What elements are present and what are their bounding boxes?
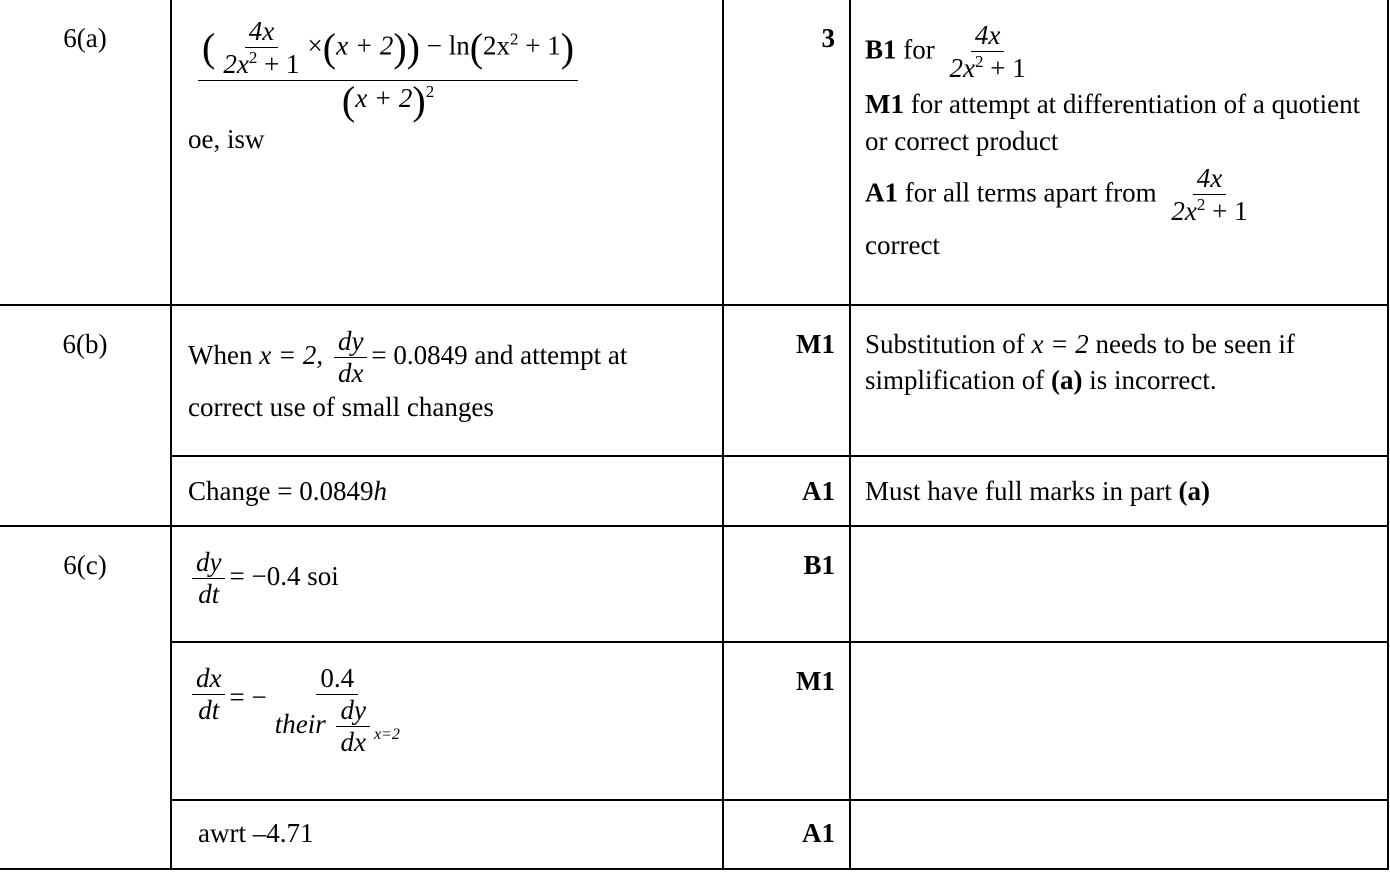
answer-cell — [171, 0, 723, 305]
guidance-cell — [850, 642, 1388, 800]
guidance-a1: A1 for all terms apart from $\frac{4x}{2x^2 + 1}$ — [865, 163, 1373, 227]
table-row — [0, 642, 1388, 800]
question-number: 6(a) — [0, 0, 171, 305]
question-number: 6(b) — [0, 305, 171, 526]
guidance-b1: B1 for $\frac{4x}{2x^2 + 1}$ — [865, 20, 1373, 84]
table-row — [0, 456, 1388, 526]
inner-fraction: $\frac{4x}{2x^2 + 1}$ — [223, 16, 300, 80]
answer-text: When x = 2, $\frac{dy}{dx}$ = 0.0849 and attempt at correct use of small changes — [188, 326, 628, 423]
table-row — [0, 800, 1388, 869]
table-row — [0, 526, 1388, 642]
mark-value: A1 — [723, 456, 850, 526]
a1-fraction: $\frac{4x}{2x^2 + 1}$ — [1171, 162, 1248, 227]
mark-value: A1 — [723, 800, 850, 869]
mark-value: 3 — [723, 0, 850, 305]
answer-note: oe, isw — [188, 124, 265, 155]
b1-fraction: $\frac{4x}{2x^2 + 1}$ — [949, 20, 1026, 84]
mark-value: M1 — [723, 642, 850, 800]
guidance-cell — [850, 800, 1388, 869]
guidance-cell: Substitution of x = 2 needs to be seen if simplification of (a) is incorrect. — [850, 305, 1388, 456]
guidance-cell — [850, 526, 1388, 642]
guidance-cell: Must have full marks in part (a) — [850, 456, 1388, 526]
guidance-m1: M1 for attempt at differentiation of a quotient or correct product — [865, 89, 1361, 156]
answer-cell: awrt –4.71 — [171, 800, 723, 869]
guidance-a1-tail: correct — [865, 230, 940, 261]
answer-cell: Change = 0.0849h — [171, 456, 723, 526]
answer-cell: $\frac{dy}{dt}$ = −0.4 soi — [171, 526, 723, 642]
question-number: 6(c) — [0, 526, 171, 869]
table-row — [0, 0, 1388, 305]
answer-cell: $\frac{dx}{dt}$ = − 0.4 their $\frac{dy}{dx}$ $_{x=2}$ — [171, 642, 723, 800]
guidance-cell — [850, 0, 1388, 305]
derivative-expression — [188, 16, 706, 124]
answer-cell — [171, 305, 723, 456]
main-fraction: ( $\frac{4x}{2x^2 + 1}$ $\times(x + 2)) - \ln(2x^2 + 1)$ $(x + 2)^2$ — [198, 16, 578, 121]
mark-value: B1 — [723, 526, 850, 642]
mark-value: M1 — [723, 305, 850, 456]
table-row — [0, 305, 1388, 456]
